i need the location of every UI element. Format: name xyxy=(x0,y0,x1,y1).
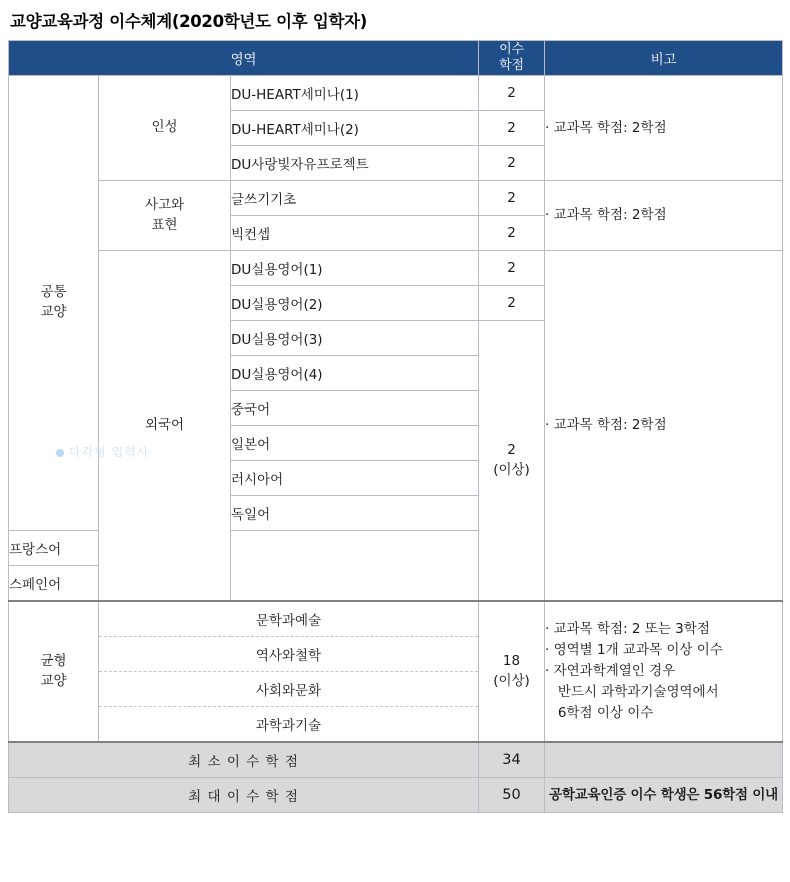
remark-balanced xyxy=(545,601,783,742)
header-credit-line2: 학점 xyxy=(499,58,524,73)
table-header xyxy=(9,41,783,76)
table-body xyxy=(9,76,783,813)
course-name: 러시아어 xyxy=(231,461,479,496)
remark-balanced-line-5: 6학점 이상 이수 xyxy=(545,704,654,721)
subgroup-thinking-expression xyxy=(99,181,231,251)
header-credit-line1: 이수 xyxy=(499,41,524,57)
subgroup-thinking-line2: 표현 xyxy=(151,216,178,233)
table-header-row xyxy=(9,41,783,76)
subgroup-character: 인성 xyxy=(99,76,231,181)
watermark-text: 다각형 입력사 xyxy=(69,445,150,459)
summary-note-line-2: 56학점 이내 xyxy=(703,786,779,803)
course-credit: 2 xyxy=(479,286,545,321)
subgroup-foreign-language: 외국어 xyxy=(99,251,231,602)
course-credit: 2 xyxy=(479,216,545,251)
table-row xyxy=(9,251,783,286)
group-balanced-line2: 교양 xyxy=(40,672,67,689)
course-name: 역사와철학 xyxy=(99,637,479,672)
remark-balanced-line-2: · 영역별 1개 교과목 이상 이수 xyxy=(545,642,723,659)
course-name: 사회와문화 xyxy=(99,672,479,707)
summary-row-minimum xyxy=(9,742,783,778)
curriculum-table xyxy=(8,40,783,813)
summary-label: 최 대 이 수 학 점 xyxy=(9,778,479,813)
summary-note xyxy=(545,778,783,813)
remark-thinking-expression: · 교과목 학점: 2학점 xyxy=(545,181,783,251)
course-name: 스페인어 xyxy=(9,566,99,602)
group-common xyxy=(9,76,99,531)
page-title: 교양교육과정 이수체계(2020학년도 이후 입학자) xyxy=(10,12,368,31)
subgroup-thinking-line1: 사고와 xyxy=(144,196,185,213)
course-name: DU실용영어(3) xyxy=(231,321,479,356)
header-area: 영역 xyxy=(9,41,479,76)
group-common-line2: 교양 xyxy=(40,304,67,320)
summary-value: 34 xyxy=(479,742,545,778)
header-remarks: 비고 xyxy=(545,41,783,76)
course-name: 프랑스어 xyxy=(9,531,99,566)
course-credit-balanced xyxy=(479,601,545,742)
course-name: DU-HEART세미나(1) xyxy=(231,76,479,111)
course-name: 빅컨셉 xyxy=(231,216,479,251)
group-balanced xyxy=(9,601,99,742)
table-row xyxy=(9,76,783,111)
course-name: 글쓰기기초 xyxy=(231,181,479,216)
summary-label: 최 소 이 수 학 점 xyxy=(9,742,479,778)
group-common-line1: 공통 xyxy=(40,284,67,301)
summary-value: 50 xyxy=(479,778,545,813)
course-name: 문학과예술 xyxy=(99,601,479,637)
course-name: 일본어 xyxy=(231,426,479,461)
table-row xyxy=(9,601,783,637)
remark-foreign-language: · 교과목 학점: 2학점 xyxy=(545,251,783,602)
group-balanced-line1: 균형 xyxy=(40,652,67,669)
course-name: DU사랑빛자유프로젝트 xyxy=(231,146,479,181)
credit-foreign-line2: (이상) xyxy=(493,461,530,478)
course-credit: 2 xyxy=(479,111,545,146)
summary-note xyxy=(545,742,783,778)
course-name: 중국어 xyxy=(231,391,479,426)
course-name: 독일어 xyxy=(231,496,479,531)
credit-balanced-line1: 18 xyxy=(502,652,521,669)
credit-foreign-line1: 2 xyxy=(507,441,516,458)
remark-balanced-line-4: 반드시 과학과기술영역에서 xyxy=(545,683,719,700)
summary-row-maximum xyxy=(9,778,783,813)
course-name: DU실용영어(2) xyxy=(231,286,479,321)
table-row xyxy=(9,181,783,216)
course-name: DU-HEART세미나(2) xyxy=(231,111,479,146)
summary-note-line-1: 공학교육인증 이수 학생은 xyxy=(549,786,700,803)
course-credit: 2 xyxy=(479,146,545,181)
credit-balanced-line2: (이상) xyxy=(493,672,530,689)
remark-balanced-line-3: · 자연과학계열인 경우 xyxy=(545,663,676,680)
header-credit xyxy=(479,41,545,76)
course-credit-foreign-rest xyxy=(479,321,545,602)
course-name: 과학과기술 xyxy=(99,707,479,743)
course-name: DU실용영어(4) xyxy=(231,356,479,391)
course-name: DU실용영어(1) xyxy=(231,251,479,286)
remark-balanced-line-1: · 교과목 학점: 2 또는 3학점 xyxy=(545,621,710,638)
course-credit: 2 xyxy=(479,251,545,286)
course-credit: 2 xyxy=(479,181,545,216)
remark-character: · 교과목 학점: 2학점 xyxy=(545,76,783,181)
course-credit: 2 xyxy=(479,76,545,111)
